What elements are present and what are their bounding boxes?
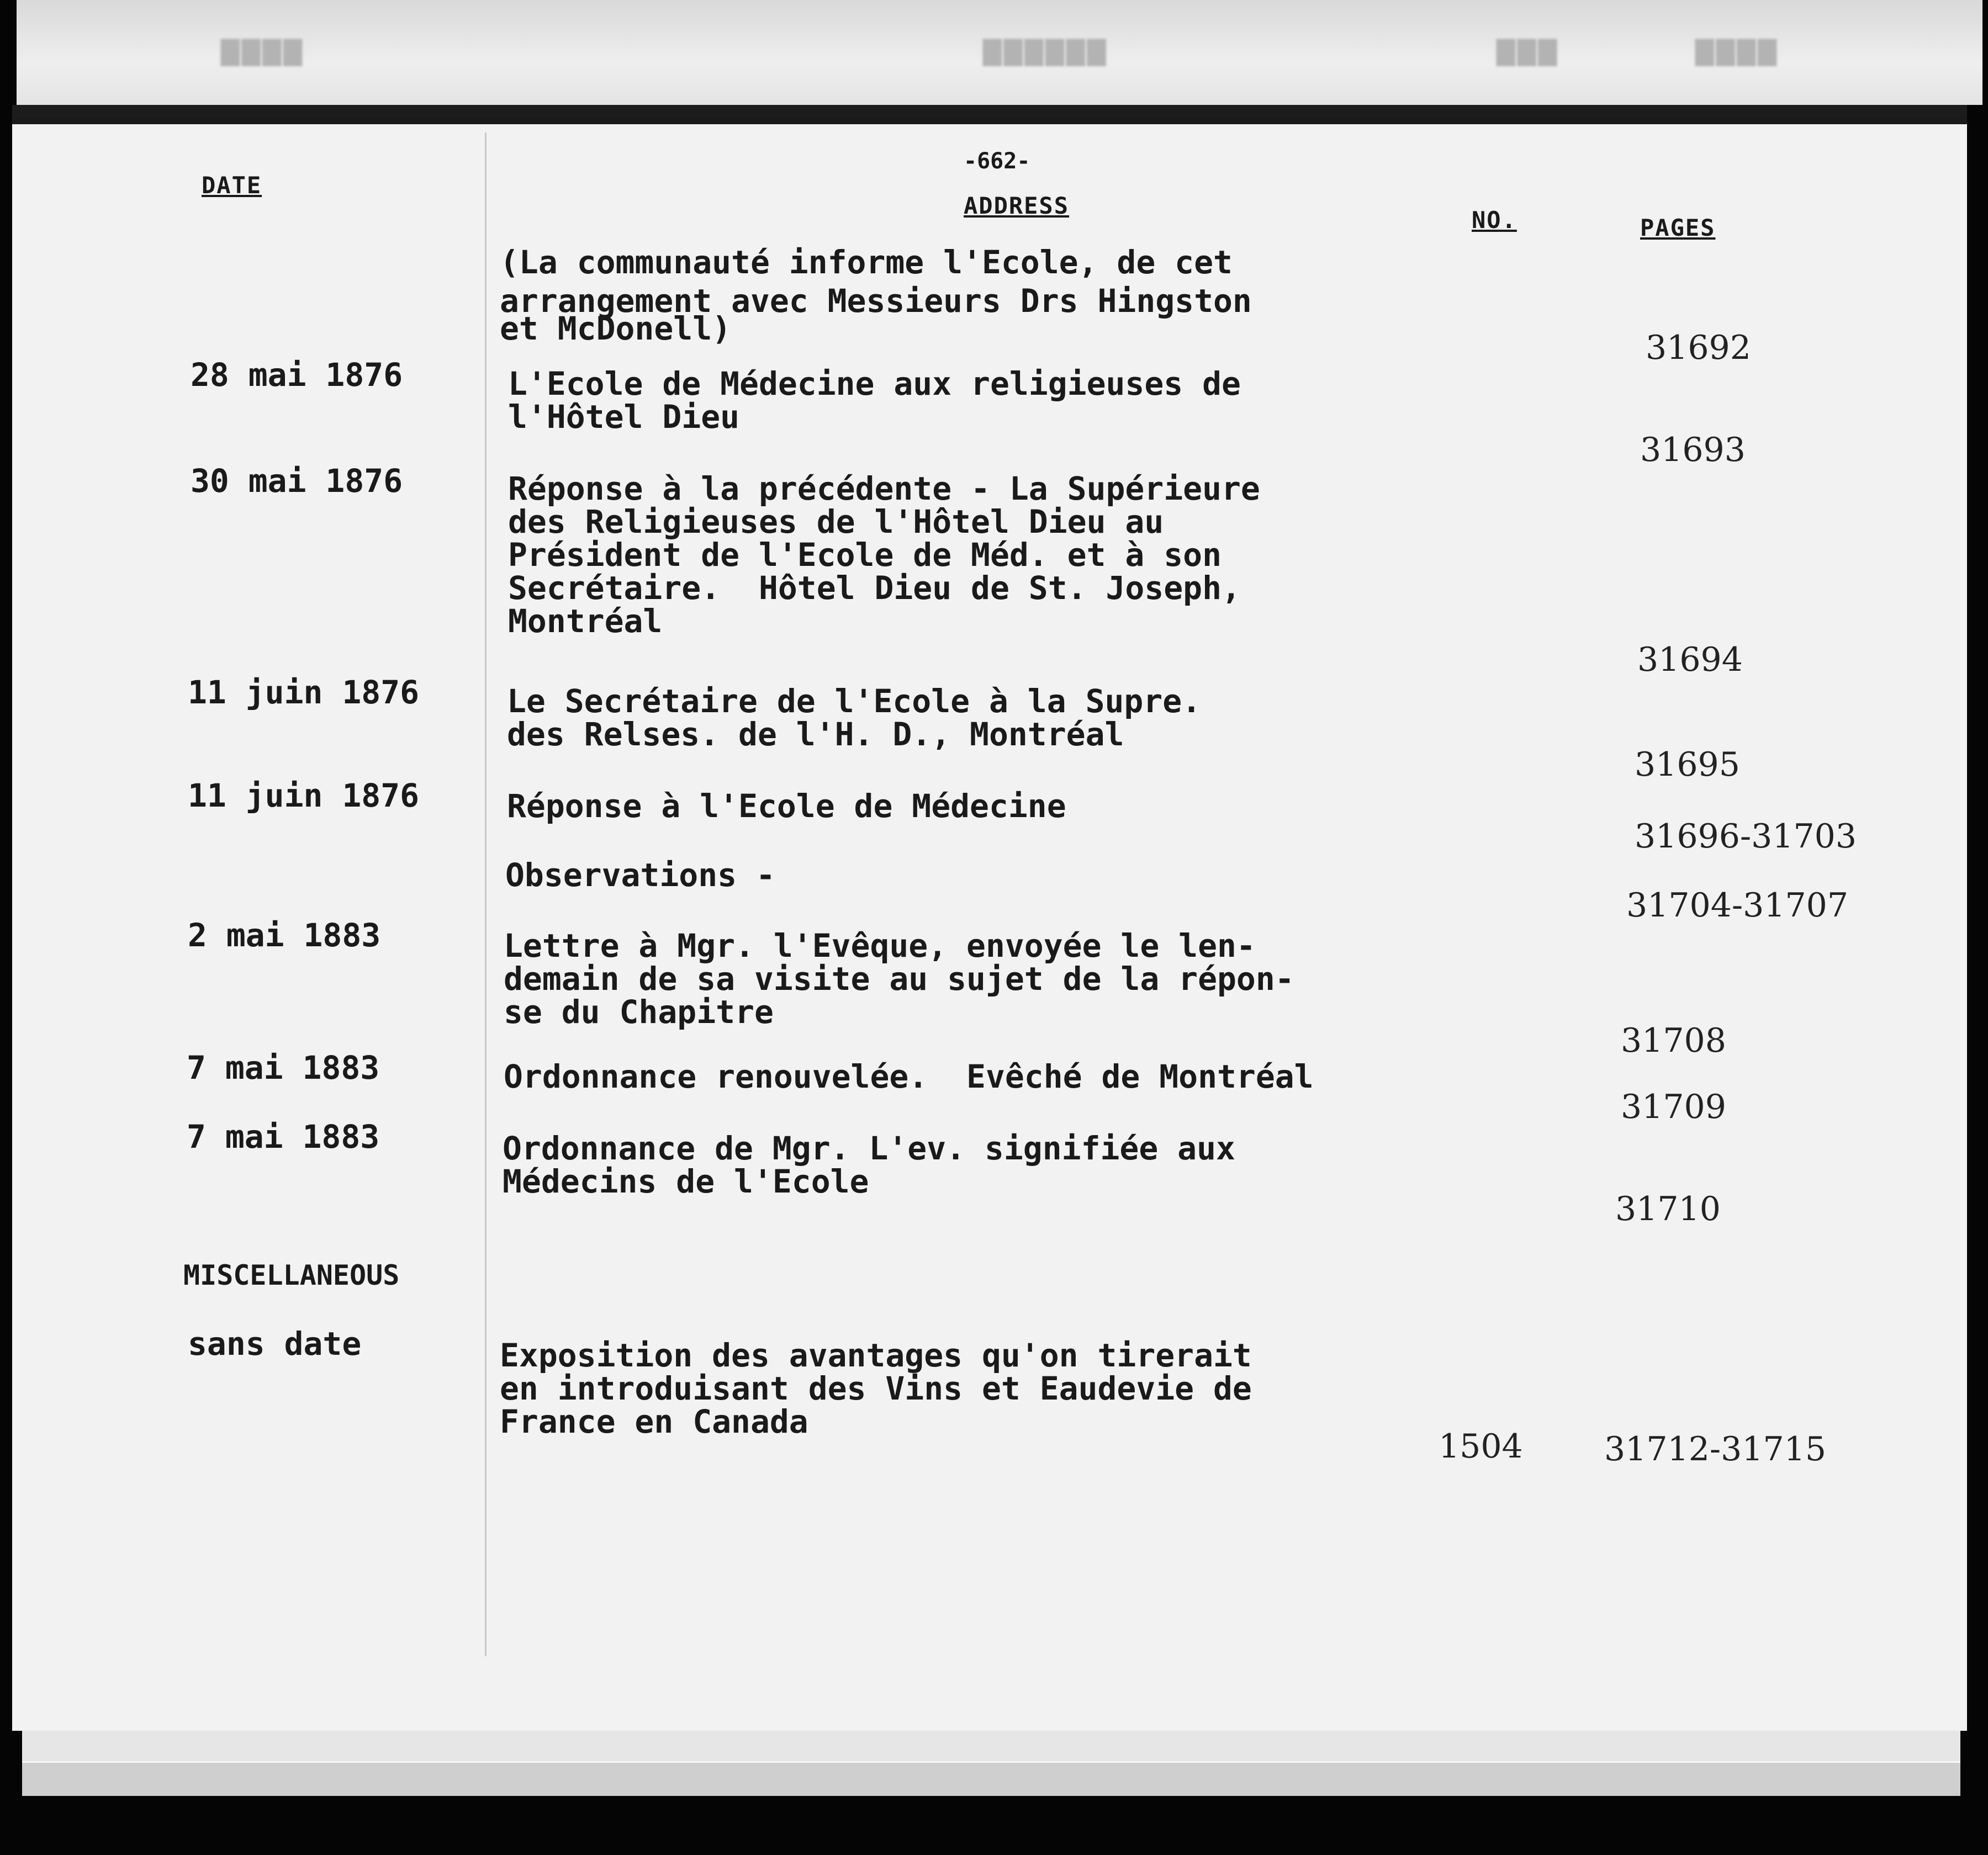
address-line: L'Ecole de Médecine aux religieuses de <box>508 365 1241 402</box>
no-value: 1504 <box>1439 1427 1523 1466</box>
column-header-date: DATE <box>202 172 262 199</box>
entry-date: 7 mai 1883 <box>187 1049 380 1086</box>
entry-date: 11 juin 1876 <box>188 777 420 814</box>
address-line: des Relses. de l'H. D., Montréal <box>507 716 1124 753</box>
page-number: -662- <box>964 149 1030 174</box>
pages-value: 31704-31707 <box>1626 886 1849 925</box>
ghost-text: ▆▆▆▆▆▆ <box>983 30 1108 66</box>
previous-card-edge <box>17 0 1982 105</box>
address-line: Médecins de l'Ecole <box>503 1163 869 1200</box>
entry-date: 30 mai 1876 <box>191 462 403 500</box>
address-line: France en Canada <box>500 1403 808 1440</box>
entry-date: 11 juin 1876 <box>188 674 420 711</box>
section-title: MISCELLANEOUS <box>183 1259 400 1291</box>
column-header-address: ADDRESS <box>964 192 1070 219</box>
pages-value: 31696-31703 <box>1635 817 1857 856</box>
ghost-text: ▆▆▆▆ <box>221 30 304 66</box>
column-divider <box>485 132 487 1656</box>
entry-date: 7 mai 1883 <box>187 1118 380 1156</box>
pages-value: 31695 <box>1635 745 1740 784</box>
address-line: Le Secrétaire de l'Ecole à la Supre. <box>507 682 1202 720</box>
address-line: Exposition des avantages qu'on tirerait <box>500 1337 1252 1374</box>
address-line: Montréal <box>508 602 663 640</box>
entry-date: 28 mai 1876 <box>191 356 403 394</box>
ghost-text: ▆▆▆▆ <box>1695 30 1779 66</box>
address-line: Réponse à la précédente - La Supérieure <box>508 470 1260 507</box>
card-stack-edge <box>22 1761 1960 1796</box>
address-line: (La communauté informe l'Ecole, de cet <box>500 243 1233 281</box>
address-line: Réponse à l'Ecole de Médecine <box>507 787 1066 825</box>
pages-value: 31694 <box>1637 640 1743 679</box>
address-line: Lettre à Mgr. l'Evêque, envoyée le len- <box>504 927 1256 964</box>
address-line: arrangement avec Messieurs Drs Hingston <box>500 282 1252 320</box>
pages-value: 31692 <box>1646 328 1751 367</box>
pages-value: 31712-31715 <box>1604 1430 1827 1469</box>
address-line: l'Hôtel Dieu <box>508 398 740 436</box>
address-line: Président de l'Ecole de Méd. et à son <box>508 536 1222 574</box>
entry-date: 2 mai 1883 <box>188 916 381 954</box>
ghost-text: ▆▆▆ <box>1497 30 1559 66</box>
address-line: demain de sa visite au sujet de la répon- <box>504 960 1294 998</box>
column-header-no: NO. <box>1472 206 1517 234</box>
entry-date: sans date <box>188 1325 362 1363</box>
address-line: Secrétaire. Hôtel Dieu de St. Joseph, <box>508 569 1241 607</box>
column-header-pages: PAGES <box>1640 214 1716 241</box>
address-line: et McDonell) <box>500 310 732 347</box>
address-line: Observations - <box>505 856 775 894</box>
pages-value: 31709 <box>1621 1088 1726 1126</box>
address-line: des Religieuses de l'Hôtel Dieu au <box>508 503 1164 540</box>
address-line: se du Chapitre <box>504 993 774 1031</box>
address-line: Ordonnance renouvelée. Evêché de Montréal <box>504 1058 1314 1095</box>
pages-value: 31710 <box>1615 1190 1721 1228</box>
pages-value: 31693 <box>1640 431 1746 469</box>
address-line: Ordonnance de Mgr. L'ev. signifiée aux <box>503 1130 1235 1167</box>
address-line: en introduisant des Vins et Eaudevie de <box>500 1370 1252 1407</box>
pages-value: 31708 <box>1621 1021 1726 1060</box>
